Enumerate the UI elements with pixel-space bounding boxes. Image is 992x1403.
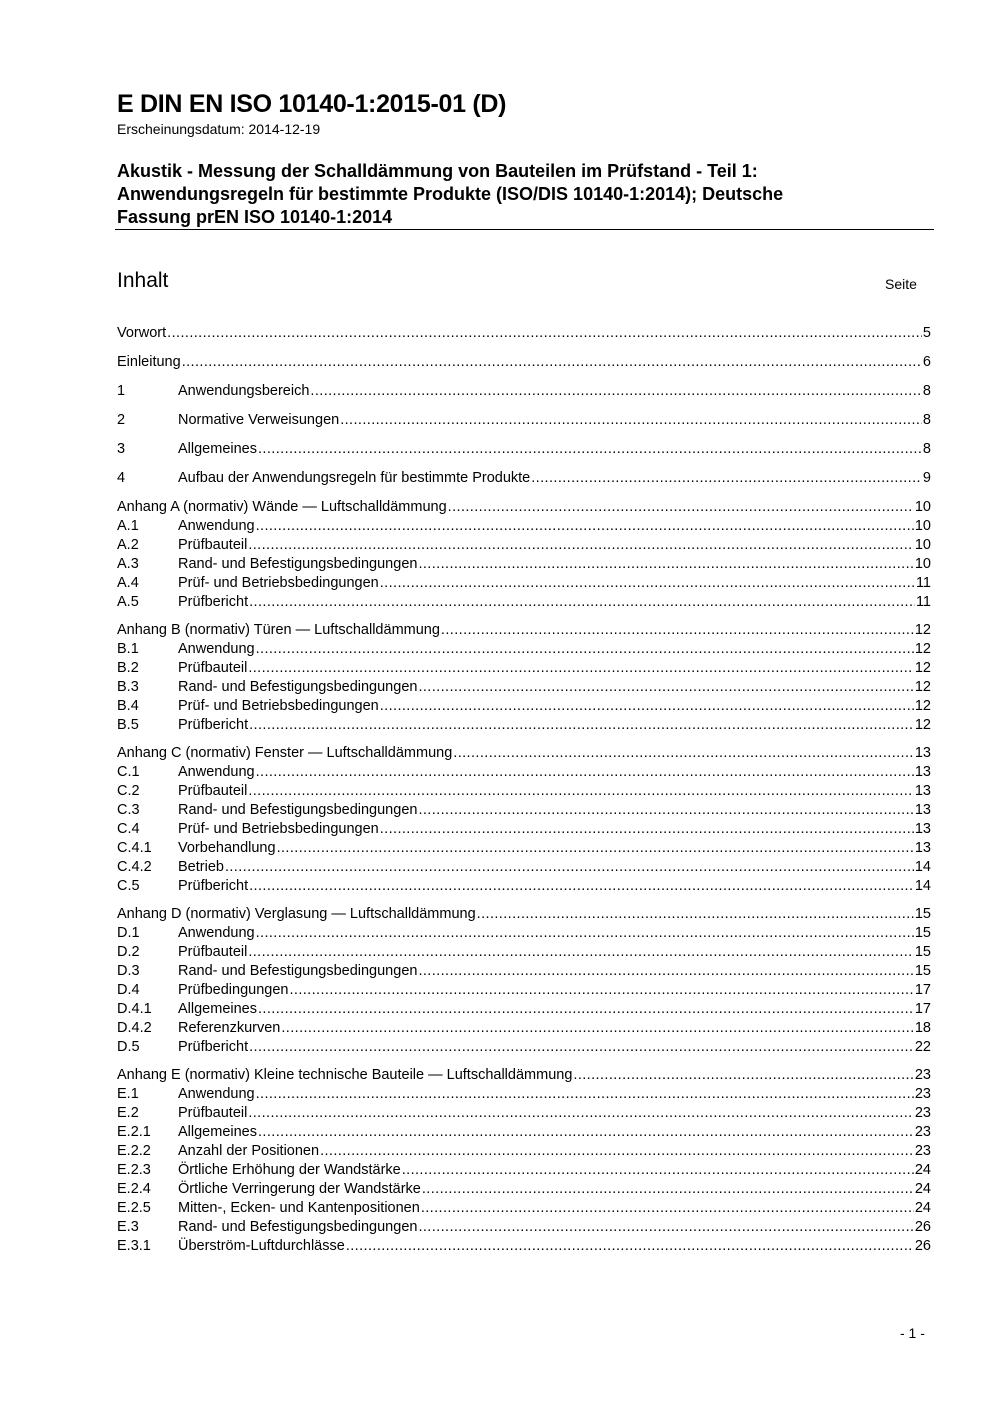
toc-entry[interactable] <box>117 441 931 460</box>
toc-annex-entry[interactable] <box>117 499 931 518</box>
toc-entry-page: 24 <box>914 1162 931 1178</box>
toc-leader-dots <box>289 982 913 998</box>
toc-entry-number: E.2.4 <box>117 1181 151 1197</box>
toc-entry-page: 13 <box>914 821 931 837</box>
toc-main-group <box>117 412 931 431</box>
toc-entry-label: Rand- und Befestigungsbedingungen <box>178 1219 418 1235</box>
toc-entry[interactable] <box>117 1039 931 1058</box>
toc-entry-number: D.4.2 <box>117 1020 152 1036</box>
toc-entry-label: Anwendung <box>178 1086 255 1102</box>
toc-entry-page: 15 <box>914 906 931 922</box>
toc-leader-dots <box>248 783 914 799</box>
toc-entry-number: E.2.2 <box>117 1143 151 1159</box>
toc-entry-number: A.4 <box>117 575 139 591</box>
toc-entry-label: Einleitung <box>117 354 181 370</box>
toc-entry-label: Örtliche Erhöhung der Wandstärke <box>178 1162 401 1178</box>
toc-entry-label: Anzahl der Positionen <box>178 1143 320 1159</box>
toc-entry-number: E.2.3 <box>117 1162 151 1178</box>
toc-entry-page: 12 <box>914 622 931 638</box>
page-number: - 1 - <box>900 1325 925 1341</box>
toc-entry[interactable] <box>117 556 931 575</box>
toc-entry-label: Anhang E (normativ) Kleine technische Bauteile — Luftschalldämmung <box>117 1067 573 1083</box>
toc-entry[interactable] <box>117 698 931 717</box>
toc-leader-dots <box>422 1181 914 1197</box>
toc-entry[interactable] <box>117 944 931 963</box>
toc-leader-dots <box>248 944 914 960</box>
toc-entry-label: Örtliche Verringerung der Wandstärke <box>178 1181 421 1197</box>
toc-entry-page: 13 <box>914 840 931 856</box>
toc-entry-label: Anhang B (normativ) Türen — Luftschalldämmung <box>117 622 440 638</box>
toc-main-group <box>117 354 931 373</box>
toc-entry-label: Prüf- und Betriebsbedingungen <box>178 575 379 591</box>
toc-entry-number: D.5 <box>117 1039 140 1055</box>
toc-entry-number: C.4.2 <box>117 859 152 875</box>
toc-entry-number: D.4 <box>117 982 140 998</box>
toc-leader-dots <box>448 499 914 515</box>
toc-entry-number: A.2 <box>117 537 139 553</box>
document-title <box>117 160 927 229</box>
toc-leader-dots <box>248 537 914 553</box>
toc-entry-page: 26 <box>914 1219 931 1235</box>
toc-entry-page: 10 <box>914 556 931 572</box>
toc-entry-label: Normative Verweisungen <box>178 412 340 428</box>
toc-entry-page: 23 <box>914 1067 931 1083</box>
toc-entry-label: Prüfbericht <box>178 594 249 610</box>
toc-entry[interactable] <box>117 1200 931 1219</box>
toc-entry-page: 24 <box>914 1181 931 1197</box>
title-line-3: Fassung prEN ISO 10140-1:2014 <box>117 207 393 227</box>
toc-entry[interactable] <box>117 412 931 431</box>
toc-entry-page: 6 <box>922 354 931 370</box>
toc-entry-number: D.1 <box>117 925 140 941</box>
toc-annex-group <box>117 622 931 736</box>
toc-entry-number: E.2.1 <box>117 1124 151 1140</box>
toc-entry[interactable] <box>117 575 931 594</box>
toc-annex-entry[interactable] <box>117 1067 931 1086</box>
toc-leader-dots <box>418 1219 913 1235</box>
toc-entry-number: E.3.1 <box>117 1238 151 1254</box>
toc-entry-label: Anwendung <box>178 764 255 780</box>
toc-entry-page: 10 <box>914 499 931 515</box>
toc-entry-label: Prüfbauteil <box>178 537 248 553</box>
toc-entry-label: Rand- und Befestigungsbedingungen <box>178 556 418 572</box>
toc-entry-label: Prüfbericht <box>178 1039 249 1055</box>
toc-page-label: Seite <box>885 276 917 292</box>
toc-entry[interactable] <box>117 717 931 736</box>
toc-entry[interactable] <box>117 537 931 556</box>
title-divider <box>115 229 934 230</box>
toc-entry-number: B.1 <box>117 641 139 657</box>
toc-leader-dots <box>256 518 914 534</box>
toc-entry-page: 8 <box>922 383 931 399</box>
toc-entry-page: 13 <box>914 783 931 799</box>
toc-entry-number: E.1 <box>117 1086 139 1102</box>
toc-entry-label: Referenzkurven <box>178 1020 281 1036</box>
toc-annex-group <box>117 745 931 897</box>
toc-entry[interactable] <box>117 470 931 489</box>
toc-leader-dots <box>340 412 922 428</box>
toc-leader-dots <box>249 717 914 733</box>
toc-entry[interactable] <box>117 594 931 613</box>
toc-leader-dots <box>281 1020 914 1036</box>
toc-entry[interactable] <box>117 660 931 679</box>
toc-entry[interactable] <box>117 383 931 402</box>
toc-entry-label: Prüfbauteil <box>178 660 248 676</box>
toc-entry-page: 12 <box>914 641 931 657</box>
toc-leader-dots <box>418 556 913 572</box>
toc-entry-number: 1 <box>117 383 126 399</box>
toc-entry-label: Prüfbauteil <box>178 783 248 799</box>
toc-entry-page: 24 <box>914 1200 931 1216</box>
toc-entry-page: 10 <box>914 518 931 534</box>
toc-entry[interactable] <box>117 802 931 821</box>
toc-entry-page: 23 <box>914 1124 931 1140</box>
toc-entry-page: 12 <box>914 660 931 676</box>
toc-entry-label: Anwendung <box>178 518 255 534</box>
toc-entry-number: A.3 <box>117 556 139 572</box>
toc-entry-number: 4 <box>117 470 126 486</box>
toc-entry[interactable] <box>117 982 931 1001</box>
toc-leader-dots <box>421 1200 914 1216</box>
toc-entry-label: Anhang C (normativ) Fenster — Luftschalldämmung <box>117 745 453 761</box>
toc-entry[interactable] <box>117 1162 931 1181</box>
toc-entry-number: B.4 <box>117 698 139 714</box>
toc-leader-dots <box>453 745 914 761</box>
toc-entry-page: 17 <box>914 982 931 998</box>
toc-entry-label: Prüfbedingungen <box>178 982 289 998</box>
toc-entry-number: E.2 <box>117 1105 139 1121</box>
toc-leader-dots <box>573 1067 913 1083</box>
toc-leader-dots <box>346 1238 914 1254</box>
toc-entry-label: Rand- und Befestigungsbedingungen <box>178 679 418 695</box>
toc-entry[interactable] <box>117 821 931 840</box>
toc-annex-group <box>117 1067 931 1257</box>
toc-entry-page: 13 <box>914 745 931 761</box>
publication-date: Erscheinungsdatum: 2014-12-19 <box>117 121 321 137</box>
toc-entry-page: 23 <box>914 1105 931 1121</box>
toc-entry-page: 23 <box>914 1143 931 1159</box>
toc-entry-label: Vorbehandlung <box>178 840 276 856</box>
toc-entry-page: 23 <box>914 1086 931 1102</box>
toc-entry-label: Anhang D (normativ) Verglasung — Luftschalldämmung <box>117 906 476 922</box>
toc-entry-number: D.3 <box>117 963 140 979</box>
toc-annex-entry[interactable] <box>117 745 931 764</box>
document-id: E DIN EN ISO 10140-1:2015-01 (D) <box>117 90 507 118</box>
toc-entry-page: 17 <box>914 1001 931 1017</box>
toc-entry-label: Rand- und Befestigungsbedingungen <box>178 802 418 818</box>
toc-leader-dots <box>531 470 922 486</box>
toc-entry[interactable] <box>117 859 931 878</box>
toc-leader-dots <box>380 698 914 714</box>
toc-leader-dots <box>182 354 922 370</box>
toc-entry[interactable] <box>117 325 931 344</box>
toc-entry-page: 13 <box>914 802 931 818</box>
toc-annex-entry[interactable] <box>117 622 931 641</box>
toc-leader-dots <box>256 764 914 780</box>
toc-leader-dots <box>256 1086 914 1102</box>
toc-entry-label: Allgemeines <box>178 1001 257 1017</box>
toc-entry-number: C.1 <box>117 764 140 780</box>
toc-entry-page: 11 <box>915 575 931 591</box>
toc-annex-group <box>117 499 931 613</box>
toc-leader-dots <box>310 383 922 399</box>
toc-entry[interactable] <box>117 963 931 982</box>
toc-leader-dots <box>277 840 914 856</box>
table-of-contents <box>117 325 931 1266</box>
toc-entry-label: Prüfbericht <box>178 878 249 894</box>
toc-main-group <box>117 441 931 460</box>
toc-leader-dots <box>167 325 922 341</box>
toc-entry[interactable] <box>117 1219 931 1238</box>
toc-entry-page: 15 <box>914 944 931 960</box>
toc-entry-page: 12 <box>914 717 931 733</box>
toc-entry-page: 26 <box>914 1238 931 1254</box>
toc-entry-page: 5 <box>922 325 931 341</box>
toc-leader-dots <box>256 641 914 657</box>
toc-entry[interactable] <box>117 925 931 944</box>
toc-entry[interactable] <box>117 354 931 373</box>
toc-leader-dots <box>418 963 913 979</box>
toc-entry[interactable] <box>117 783 931 802</box>
toc-entry-label: Allgemeines <box>178 441 257 457</box>
toc-main-group <box>117 470 931 489</box>
toc-entry-label: Vorwort <box>117 325 167 341</box>
title-line-2: Anwendungsregeln für bestimmte Produkte (ISO/DIS 10140-1:2014); Deutsche <box>117 184 784 204</box>
toc-entry-page: 12 <box>914 679 931 695</box>
toc-leader-dots <box>249 1039 914 1055</box>
toc-entry-label: Anwendung <box>178 641 255 657</box>
toc-entry-number: B.3 <box>117 679 139 695</box>
toc-entry[interactable] <box>117 518 931 537</box>
toc-entry-page: 13 <box>914 764 931 780</box>
toc-entry-number: B.5 <box>117 717 139 733</box>
toc-entry-number: C.4.1 <box>117 840 152 856</box>
toc-entry-number: A.1 <box>117 518 139 534</box>
toc-entry-label: Prüfbericht <box>178 717 249 733</box>
toc-leader-dots <box>380 821 914 837</box>
toc-heading: Inhalt <box>117 269 169 292</box>
toc-leader-dots <box>249 594 915 610</box>
toc-entry-number: A.5 <box>117 594 139 610</box>
toc-entry-label: Prüfbauteil <box>178 944 248 960</box>
toc-leader-dots <box>320 1143 914 1159</box>
toc-entry-label: Anwendung <box>178 925 255 941</box>
toc-leader-dots <box>418 679 913 695</box>
toc-leader-dots <box>225 859 914 875</box>
toc-entry-page: 15 <box>914 925 931 941</box>
toc-entry-label: Anhang A (normativ) Wände — Luftschalldämmung <box>117 499 447 515</box>
toc-leader-dots <box>258 1124 914 1140</box>
toc-entry-page: 22 <box>914 1039 931 1055</box>
toc-entry[interactable] <box>117 1143 931 1162</box>
toc-entry[interactable] <box>117 1181 931 1200</box>
toc-entry-page: 9 <box>922 470 931 486</box>
toc-entry-label: Mitten-, Ecken- und Kantenpositionen <box>178 1200 420 1216</box>
toc-entry-number: 3 <box>117 441 126 457</box>
toc-annex-group <box>117 906 931 1058</box>
toc-leader-dots <box>249 878 914 894</box>
toc-entry-label: Prüfbauteil <box>178 1105 248 1121</box>
toc-entry-number: C.4 <box>117 821 140 837</box>
toc-entry-label: Prüf- und Betriebsbedingungen <box>178 698 379 714</box>
toc-entry-page: 10 <box>914 537 931 553</box>
toc-leader-dots <box>441 622 914 638</box>
toc-entry-number: 2 <box>117 412 126 428</box>
toc-entry-label: Überström-Luftdurchlässe <box>178 1238 345 1254</box>
toc-entry-page: 11 <box>915 594 931 610</box>
toc-leader-dots <box>380 575 915 591</box>
toc-entry[interactable] <box>117 1124 931 1143</box>
toc-entry[interactable] <box>117 1105 931 1124</box>
toc-entry[interactable] <box>117 679 931 698</box>
toc-entry[interactable] <box>117 1001 931 1020</box>
toc-annex-entry[interactable] <box>117 906 931 925</box>
toc-entry-number: D.2 <box>117 944 140 960</box>
toc-entry[interactable] <box>117 1086 931 1105</box>
toc-entry[interactable] <box>117 840 931 859</box>
toc-entry[interactable] <box>117 641 931 660</box>
toc-leader-dots <box>248 660 914 676</box>
toc-entry-page: 18 <box>914 1020 931 1036</box>
toc-entry-label: Betrieb <box>178 859 224 875</box>
toc-entry-number: E.3 <box>117 1219 139 1235</box>
toc-entry[interactable] <box>117 1020 931 1039</box>
toc-entry[interactable] <box>117 878 931 897</box>
toc-entry-number: C.3 <box>117 802 140 818</box>
toc-leader-dots <box>256 925 914 941</box>
toc-leader-dots <box>402 1162 914 1178</box>
toc-leader-dots <box>477 906 914 922</box>
toc-entry-label: Rand- und Befestigungsbedingungen <box>178 963 418 979</box>
toc-entry-label: Allgemeines <box>178 1124 257 1140</box>
toc-leader-dots <box>248 1105 914 1121</box>
toc-leader-dots <box>418 802 913 818</box>
toc-entry[interactable] <box>117 764 931 783</box>
toc-entry-number: C.2 <box>117 783 140 799</box>
toc-entry-page: 8 <box>922 441 931 457</box>
toc-entry-number: B.2 <box>117 660 139 676</box>
toc-entry-number: C.5 <box>117 878 140 894</box>
toc-entry-page: 15 <box>914 963 931 979</box>
toc-entry-page: 14 <box>914 859 931 875</box>
toc-leader-dots <box>258 441 922 457</box>
toc-entry-label: Aufbau der Anwendungsregeln für bestimmte Produkte <box>178 470 531 486</box>
title-line-1: Akustik - Messung der Schalldämmung von Bauteilen im Prüfstand - Teil 1: <box>117 161 758 181</box>
toc-entry-page: 8 <box>922 412 931 428</box>
toc-entry[interactable] <box>117 1238 931 1257</box>
toc-entry-page: 14 <box>914 878 931 894</box>
toc-main-group <box>117 383 931 402</box>
toc-entry-label: Prüf- und Betriebsbedingungen <box>178 821 379 837</box>
toc-entry-number: D.4.1 <box>117 1001 152 1017</box>
toc-entry-page: 12 <box>914 698 931 714</box>
toc-main-group <box>117 325 931 344</box>
toc-entry-label: Anwendungsbereich <box>178 383 310 399</box>
toc-leader-dots <box>258 1001 914 1017</box>
toc-entry-number: E.2.5 <box>117 1200 151 1216</box>
